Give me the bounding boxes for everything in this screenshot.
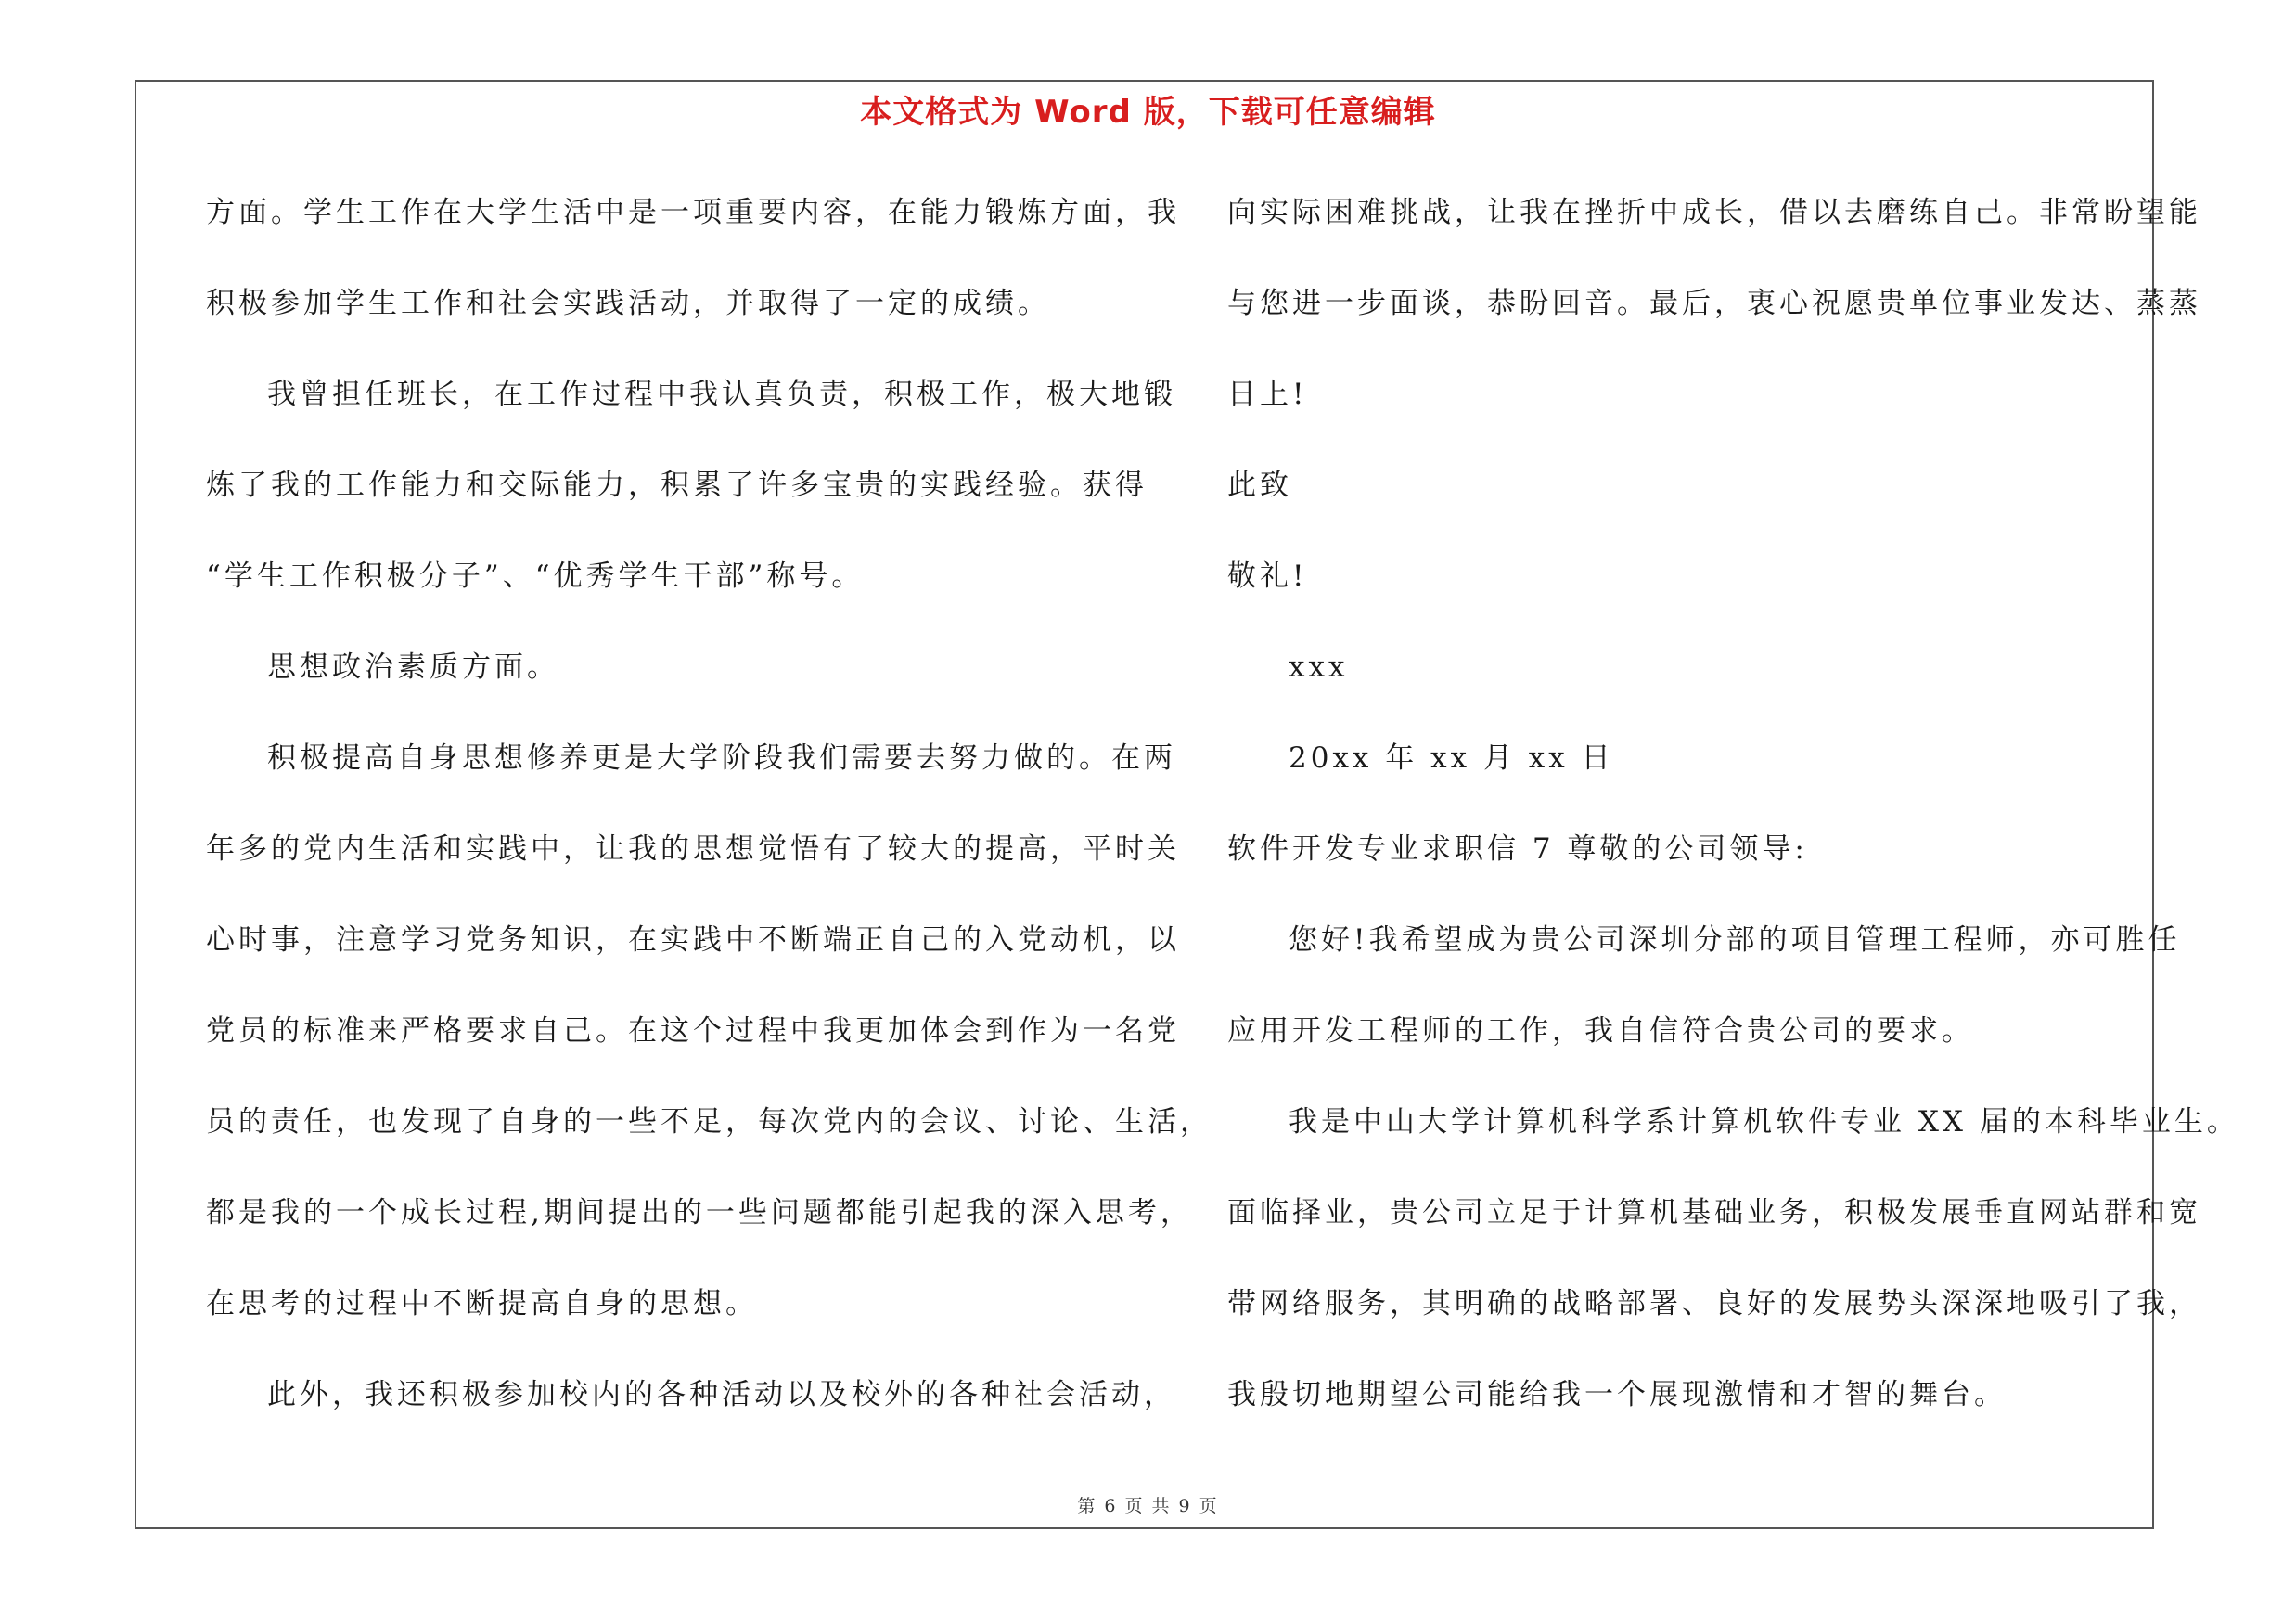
paragraph-line: “学生工作积极分子”、“优秀学生干部”称号。 — [206, 560, 865, 593]
section-heading: 思想政治素质方面。 — [267, 650, 559, 684]
page-number: 第 6 页 共 9 页 — [1077, 1496, 1219, 1516]
paragraph-line: 积极提高自身思想修养更是大学阶段我们需要去努力做的。在两 — [267, 741, 1176, 775]
paragraph-line: 炼了我的工作能力和交际能力，积累了许多宝贵的实践经验。获得 — [206, 469, 1148, 502]
paragraph-line: 应用开发工程师的工作，我自信符合贵公司的要求。 — [1227, 1014, 1974, 1048]
paragraph-line: 与您进一步面谈，恭盼回音。最后，衷心祝愿贵单位事业发达、蒸蒸 — [1227, 287, 2201, 320]
closing-salutation: 此致 — [1227, 469, 1292, 502]
letter-title: 软件开发专业求职信 7 尊敬的公司领导: — [1227, 832, 1808, 866]
paragraph-line: 在思考的过程中不断提高自身的思想。 — [206, 1287, 758, 1320]
paragraph-line: 您好!我希望成为贵公司深圳分部的项目管理工程师，亦可胜任 — [1289, 923, 2181, 957]
paragraph-line: 方面。学生工作在大学生活中是一项重要内容，在能力锻炼方面，我 — [206, 196, 1180, 229]
paragraph-line: 带网络服务，其明确的战略部署、良好的发展势头深深地吸引了我， — [1227, 1287, 2201, 1320]
paragraph-line: 向实际困难挑战，让我在挫折中成长，借以去磨练自己。非常盼望能 — [1227, 196, 2201, 229]
paragraph-line: 员的责任，也发现了自身的一些不足，每次党内的会议、讨论、生活， — [206, 1105, 1212, 1139]
paragraph-line: 都是我的一个成长过程,期间提出的一些问题都能引起我的深入思考， — [206, 1196, 1193, 1230]
word-format-banner: 本文格式为 Word 版，下载可任意编辑 — [860, 94, 1436, 131]
signature-date: 20xx 年 xx 月 xx 日 — [1289, 741, 1614, 775]
paragraph-line: 我殷切地期望公司能给我一个展现激情和才智的舞台。 — [1227, 1378, 2007, 1411]
paragraph-line: 心时事，注意学习党务知识，在实践中不断端正自己的入党动机，以 — [206, 923, 1180, 957]
paragraph-line: 此外，我还积极参加校内的各种活动以及校外的各种社会活动， — [267, 1378, 1176, 1411]
paragraph-line: 积极参加学生工作和社会实践活动，并取得了一定的成绩。 — [206, 287, 1050, 320]
paragraph-line: 我是中山大学计算机科学系计算机软件专业 XX 届的本科毕业生。 — [1289, 1105, 2239, 1139]
signature-name: xxx — [1289, 650, 1349, 684]
paragraph-line: 日上! — [1227, 378, 1308, 411]
paragraph-line: 年多的党内生活和实践中，让我的思想觉悟有了较大的提高，平时关 — [206, 832, 1180, 866]
closing-regards: 敬礼! — [1227, 560, 1308, 593]
paragraph-line: 党员的标准来严格要求自己。在这个过程中我更加体会到作为一名党 — [206, 1014, 1180, 1048]
paragraph-line: 我曾担任班长，在工作过程中我认真负责，积极工作，极大地锻 — [267, 378, 1176, 411]
paragraph-line: 面临择业，贵公司立足于计算机基础业务，积极发展垂直网站群和宽 — [1227, 1196, 2201, 1230]
